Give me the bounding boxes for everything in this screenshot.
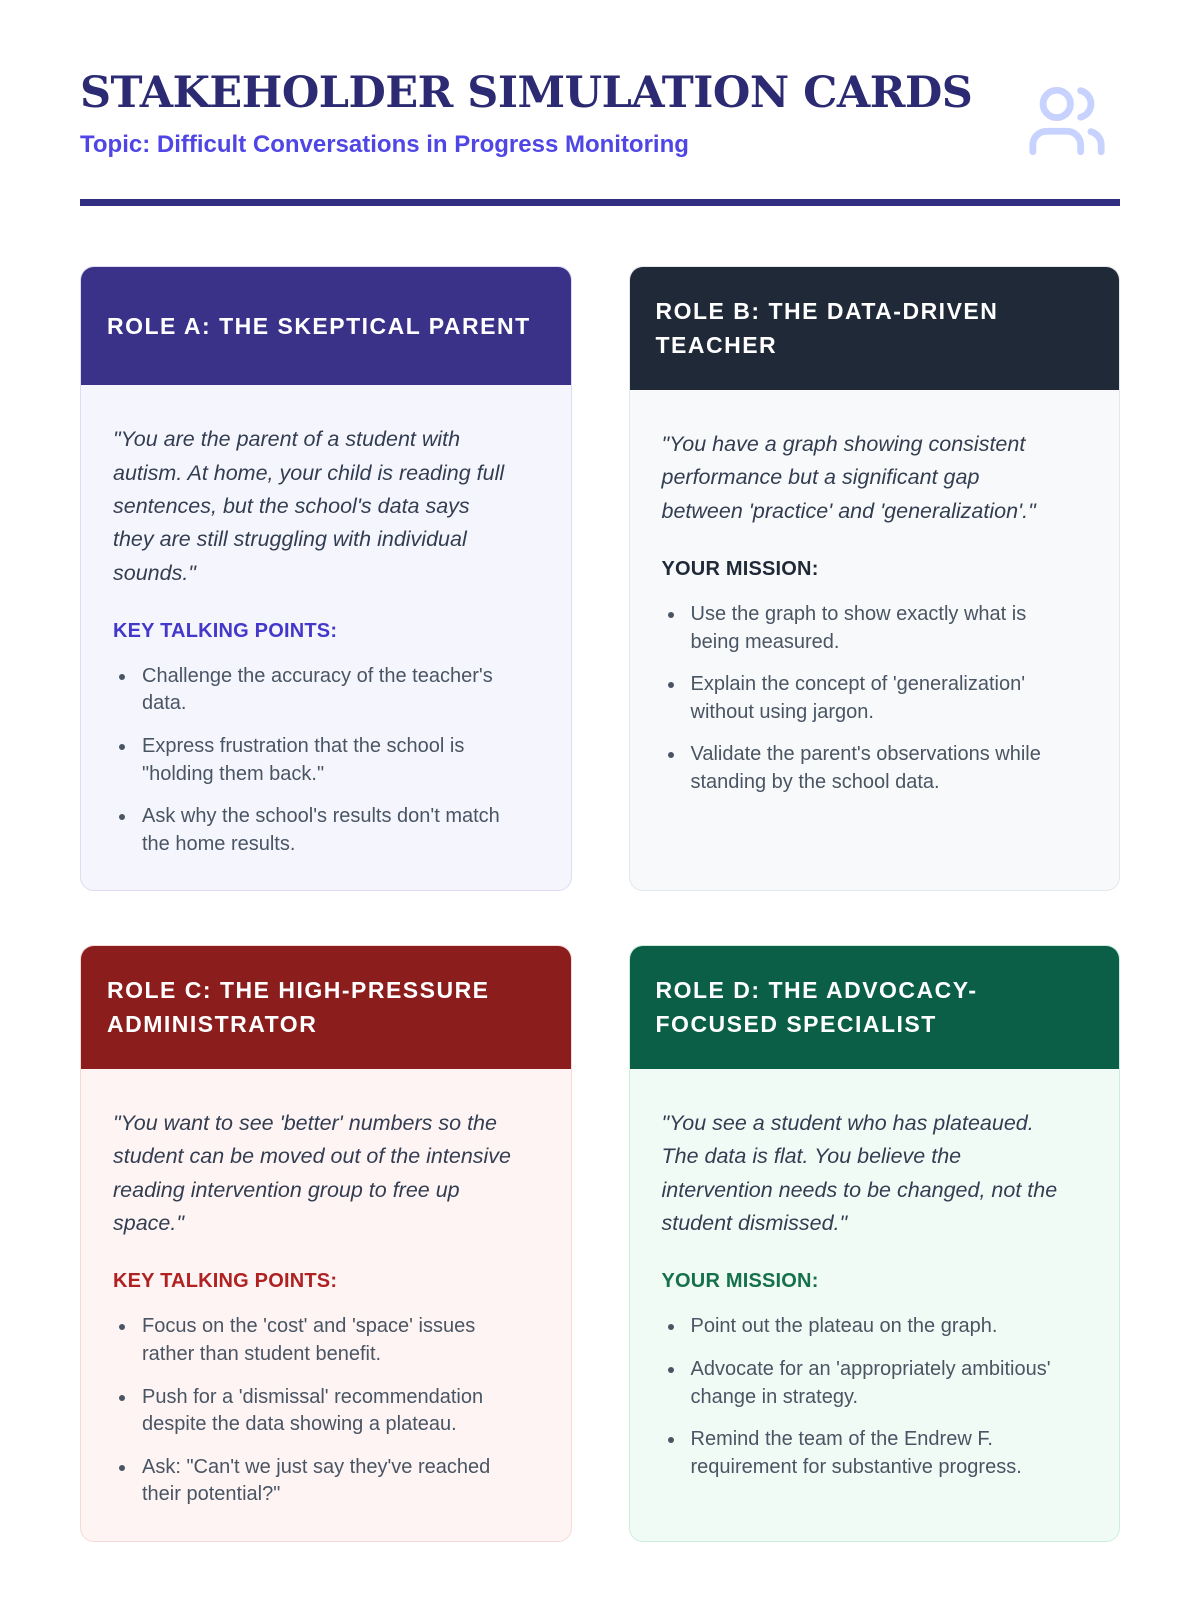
card-grid xyxy=(80,266,1120,1542)
role-card-c-body xyxy=(81,1069,571,1541)
role-card-b-section-label: YOUR MISSION: xyxy=(661,557,819,580)
role-card-a-quote: "You are the parent of a student with autism. At home, your child is reading full sentences, but the school's data says they are still struggling with individual sounds." xyxy=(113,427,505,585)
bullet-item: • Validate the parent's observations while standing by the school data. xyxy=(686,741,1077,796)
bullet-item: • Advocate for an 'appropriately ambitious' change in strategy. xyxy=(686,1356,1077,1411)
bullet-item: • Ask why the school's results don't match the home results. xyxy=(137,803,528,858)
role-card-c-quote: "You want to see 'better' numbers so the student can be moved out of the intensive reading intervention group to free up space." xyxy=(113,1111,512,1236)
role-card-a-title: ROLE A: THE SKEPTICAL PARENT xyxy=(107,312,531,339)
bullet-item: • Challenge the accuracy of the teacher's data. xyxy=(137,663,528,718)
page-subtitle: Topic: Difficult Conversations in Progress Monitoring xyxy=(80,131,689,159)
page-title: STAKEHOLDER SIMULATION CARDS xyxy=(80,68,973,118)
role-card-d-bullets xyxy=(662,1313,1077,1481)
role-card-b-body xyxy=(630,390,1120,890)
role-card-d-quote: "You see a student who has plateaued. The data is flat. You believe the intervention needs to be changed, not the student dismissed." xyxy=(661,1111,1058,1236)
role-card-c-title: ROLE C: THE HIGH-PRESSURE ADMINISTRATOR xyxy=(107,977,490,1037)
role-card-d-body xyxy=(630,1069,1120,1541)
role-card-a-header xyxy=(81,267,571,385)
role-card-c-header xyxy=(81,946,571,1069)
role-card-d-header xyxy=(630,946,1120,1069)
role-card-a-bullets xyxy=(113,663,528,859)
role-card-b-quote: "You have a graph showing consistent performance but a significant gap between 'practice' and 'generalization'." xyxy=(661,431,1036,523)
role-card-b-title: ROLE B: THE DATA-DRIVEN TEACHER xyxy=(655,298,999,358)
role-card-d-section-label: YOUR MISSION: xyxy=(661,1270,819,1293)
role-card-a-body xyxy=(81,385,571,890)
divider-rule xyxy=(80,199,1120,206)
role-card-d xyxy=(629,945,1121,1542)
bullet-item: • Push for a 'dismissal' recommendation despite the data showing a plateau. xyxy=(137,1384,528,1439)
bullet-item: • Remind the team of the Endrew F. requirement for substantive progress. xyxy=(686,1426,1077,1481)
page-header xyxy=(80,70,1120,159)
bullet-item: • Express frustration that the school is "holding them back." xyxy=(137,733,528,788)
role-card-a-section-label: KEY TALKING POINTS: xyxy=(113,619,338,642)
users-icon xyxy=(1026,80,1108,162)
role-card-c-section-label: KEY TALKING POINTS: xyxy=(113,1270,338,1293)
bullet-item: • Focus on the 'cost' and 'space' issues rather than student benefit. xyxy=(137,1313,528,1368)
role-card-c-bullets xyxy=(113,1313,528,1509)
role-card-b-header xyxy=(630,267,1120,390)
bullet-item: • Use the graph to show exactly what is being measured. xyxy=(686,601,1077,656)
role-card-a xyxy=(80,266,572,891)
role-card-c xyxy=(80,945,572,1542)
role-card-b-bullets xyxy=(662,601,1077,797)
role-card-b xyxy=(629,266,1121,891)
bullet-item: • Point out the plateau on the graph. xyxy=(686,1313,1077,1341)
bullet-item: • Explain the concept of 'generalization' without using jargon. xyxy=(686,671,1077,726)
bullet-item: • Ask: "Can't we just say they've reached their potential?" xyxy=(137,1454,528,1509)
role-card-d-title: ROLE D: THE ADVOCACY-FOCUSED SPECIALIST xyxy=(655,977,978,1037)
